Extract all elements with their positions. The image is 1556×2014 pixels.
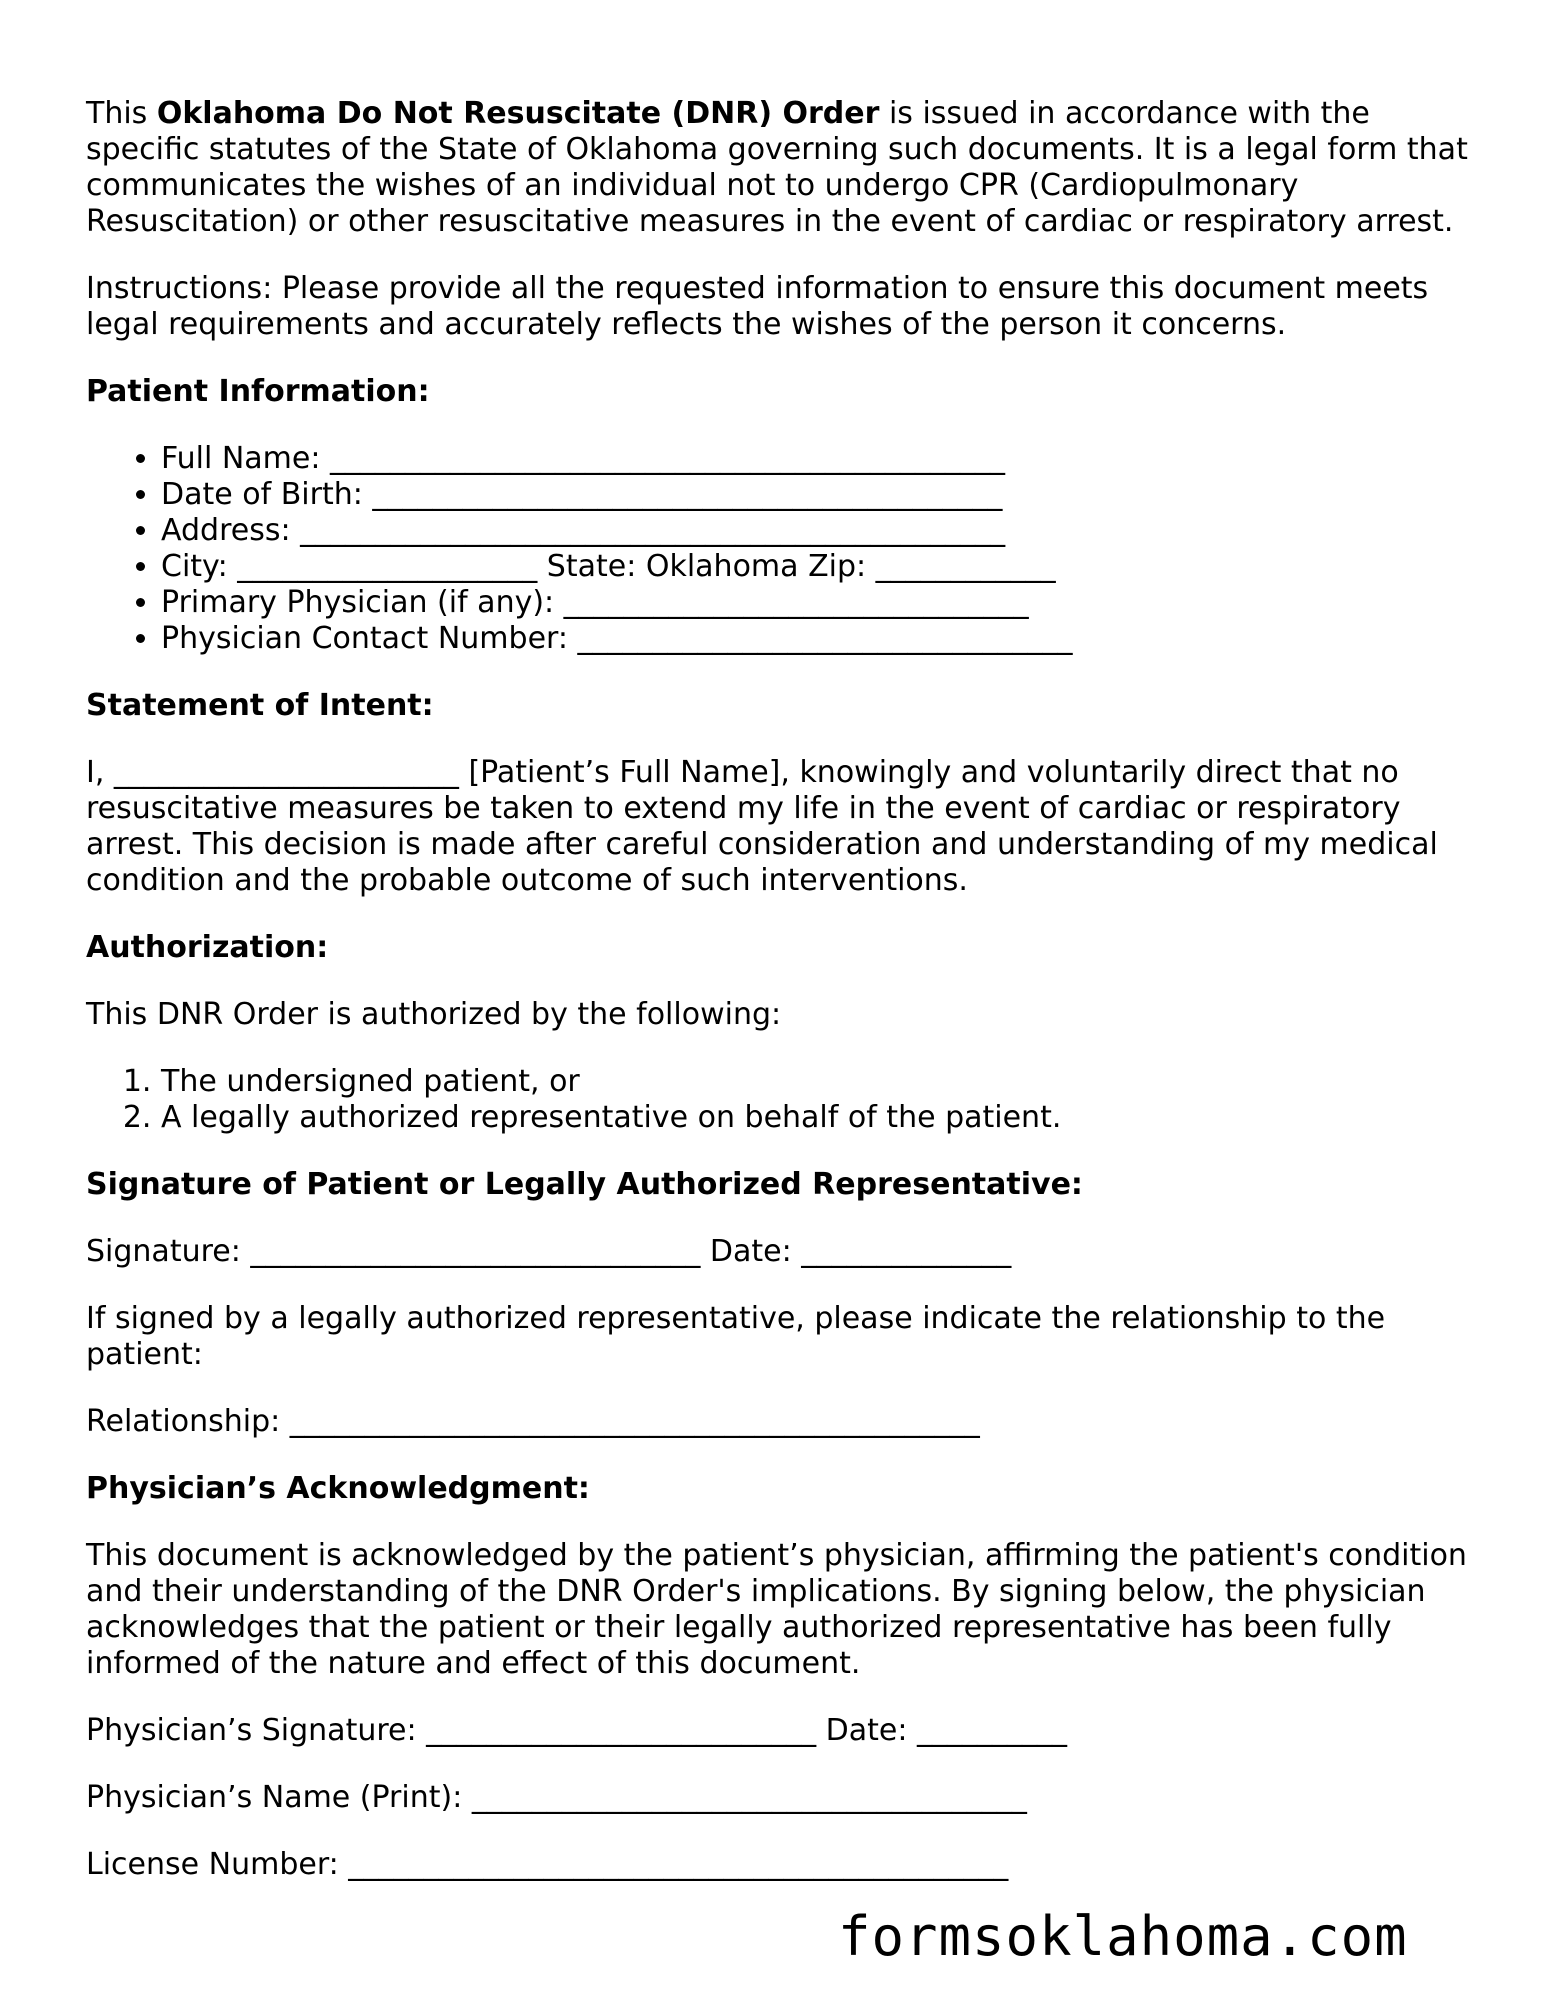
intro-paragraph bbox=[86, 96, 1476, 240]
intro-post: is issued in accordance with the specific statutes of the State of Oklahoma governing such documents. It is a legal form that communicates the wishes of an individual not to undergo CPR (Cardiopulmonary Resuscitation) or other resuscitative measures in the event of cardiac or respiratory arrest. bbox=[86, 96, 1468, 239]
patient-field-dob: • Date of Birth: __________________________________________ bbox=[161, 477, 1476, 513]
license-number-line: License Number: ____________________________________________ bbox=[86, 1847, 1009, 1882]
representative-note: If signed by a legally authorized representative, please indicate the relationship to the patient: bbox=[86, 1301, 1386, 1372]
intent-heading: Statement of Intent: bbox=[86, 688, 434, 723]
authorization-paragraph: This DNR Order is authorized by the following: bbox=[86, 997, 782, 1032]
patient-field-city-state-zip: • City: ____________________ State: Oklahoma Zip: ____________ bbox=[161, 549, 1476, 585]
patient-field-full-name: • Full Name: _____________________________________________ bbox=[161, 441, 1476, 477]
authorization-item-patient: 1. The undersigned patient, or bbox=[161, 1064, 1476, 1100]
document-body bbox=[86, 96, 1476, 1914]
signature-heading: Signature of Patient or Legally Authorized Representative: bbox=[86, 1167, 1083, 1202]
authorization-heading: Authorization: bbox=[86, 930, 329, 965]
intro-title: Oklahoma Do Not Resuscitate (DNR) Order bbox=[156, 96, 880, 131]
intent-paragraph: I, _______________________ [Patient’s Full Name], knowingly and voluntarily direct that no resuscitative measures be taken to extend my life in the event of cardiac or respiratory arrest. This decision is made after careful consideration and understanding of my medical condition and the probable outcome of such interventions. bbox=[86, 755, 1438, 898]
watermark: formsoklahoma.com bbox=[838, 1905, 1408, 1968]
patient-info-list bbox=[86, 441, 1476, 657]
physician-name-line: Physician’s Name (Print): _____________________________________ bbox=[86, 1780, 1027, 1815]
physician-paragraph: This document is acknowledged by the patient’s physician, affirming the patient's condition and their understanding of the DNR Order's implications. By signing below, the physician acknowledges that the patient or their legally authorized representative has been fully informed of the nature and effect of this document. bbox=[86, 1538, 1467, 1681]
patient-field-physician-contact: • Physician Contact Number: _________________________________ bbox=[161, 621, 1476, 657]
patient-field-primary-physician: • Primary Physician (if any): _______________________________ bbox=[161, 585, 1476, 621]
patient-info-heading: Patient Information: bbox=[86, 374, 430, 409]
physician-signature-line: Physician’s Signature: __________________________ Date: __________ bbox=[86, 1713, 1068, 1748]
patient-field-address: • Address: _______________________________________________ bbox=[161, 513, 1476, 549]
physician-heading: Physician’s Acknowledgment: bbox=[86, 1471, 590, 1506]
intro-pre: This bbox=[86, 96, 157, 131]
authorization-list bbox=[86, 1064, 1476, 1136]
relationship-line: Relationship: ______________________________________________ bbox=[86, 1404, 980, 1439]
authorization-item-representative: 2. A legally authorized representative on behalf of the patient. bbox=[161, 1100, 1476, 1136]
instructions-paragraph: Instructions: Please provide all the requested information to ensure this document meets legal requirements and accurately reflects the wishes of the person it concerns. bbox=[86, 271, 1429, 342]
signature-line: Signature: ______________________________ Date: ______________ bbox=[86, 1234, 1012, 1269]
